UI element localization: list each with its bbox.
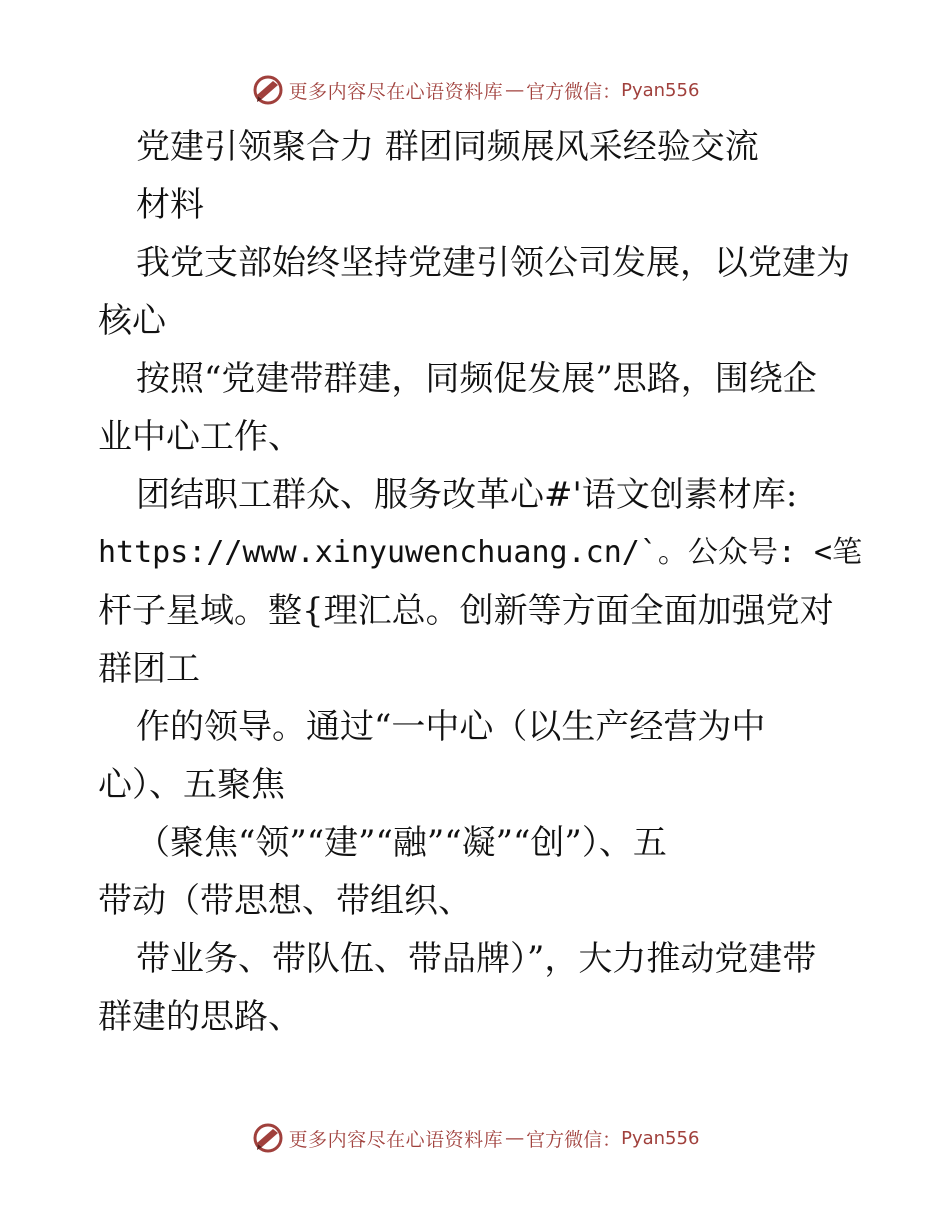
banner-wechat-id: Pyan556 [621,1127,700,1149]
body-line: 团结职工群众、服务改革心#'语文创素材库: [136,475,798,515]
body-line: 我党支部始终坚持党建引领公司发展，以党建为 [136,243,850,283]
document-title: 党建引领聚合力 群团同频展风采经验交流 [136,127,759,167]
body-line: 杆子星域。整{理汇总。创新等方面全面加强党对 [98,591,834,631]
body-line: 带动（带思想、带组织、 [98,881,472,921]
pen-logo-icon [251,1121,285,1155]
banner-dash: — [505,79,525,101]
banner-dash: — [505,1127,525,1149]
document-title-continued: 材料 [136,185,204,225]
banner-official: 官方微信： [526,80,622,103]
body-line: 群建的思路、 [98,997,302,1037]
body-line: 核心 [98,301,166,341]
footer-banner [0,1118,950,1158]
banner-wechat-id: Pyan556 [621,79,700,101]
body-line: 按照“党建带群建，同频促发展”思路，围绕企 [136,359,817,399]
body-line-url: https://www.xinyuwenchuang.cn/`。公众号: <笔 [98,535,863,570]
document-body [98,118,863,1046]
body-line: 心）、五聚焦 [98,765,285,805]
banner-brand: 更多内容尽在心语资料库 [288,1128,504,1151]
body-line: 群团工 [98,649,200,689]
banner-brand: 更多内容尽在心语资料库 [288,80,504,103]
pen-logo-icon [251,73,285,107]
header-banner [0,70,950,110]
banner-official: 官方微信： [526,1128,622,1151]
body-line: 业中心工作、 [98,417,302,457]
body-line: 带业务、带队伍、带品牌）”，大力推动党建带 [136,939,817,979]
body-line: 作的领导。通过“一中心（以生产经营为中 [136,707,766,747]
body-line: （聚焦“领”“建”“融”“凝”“创”）、五 [136,823,667,863]
